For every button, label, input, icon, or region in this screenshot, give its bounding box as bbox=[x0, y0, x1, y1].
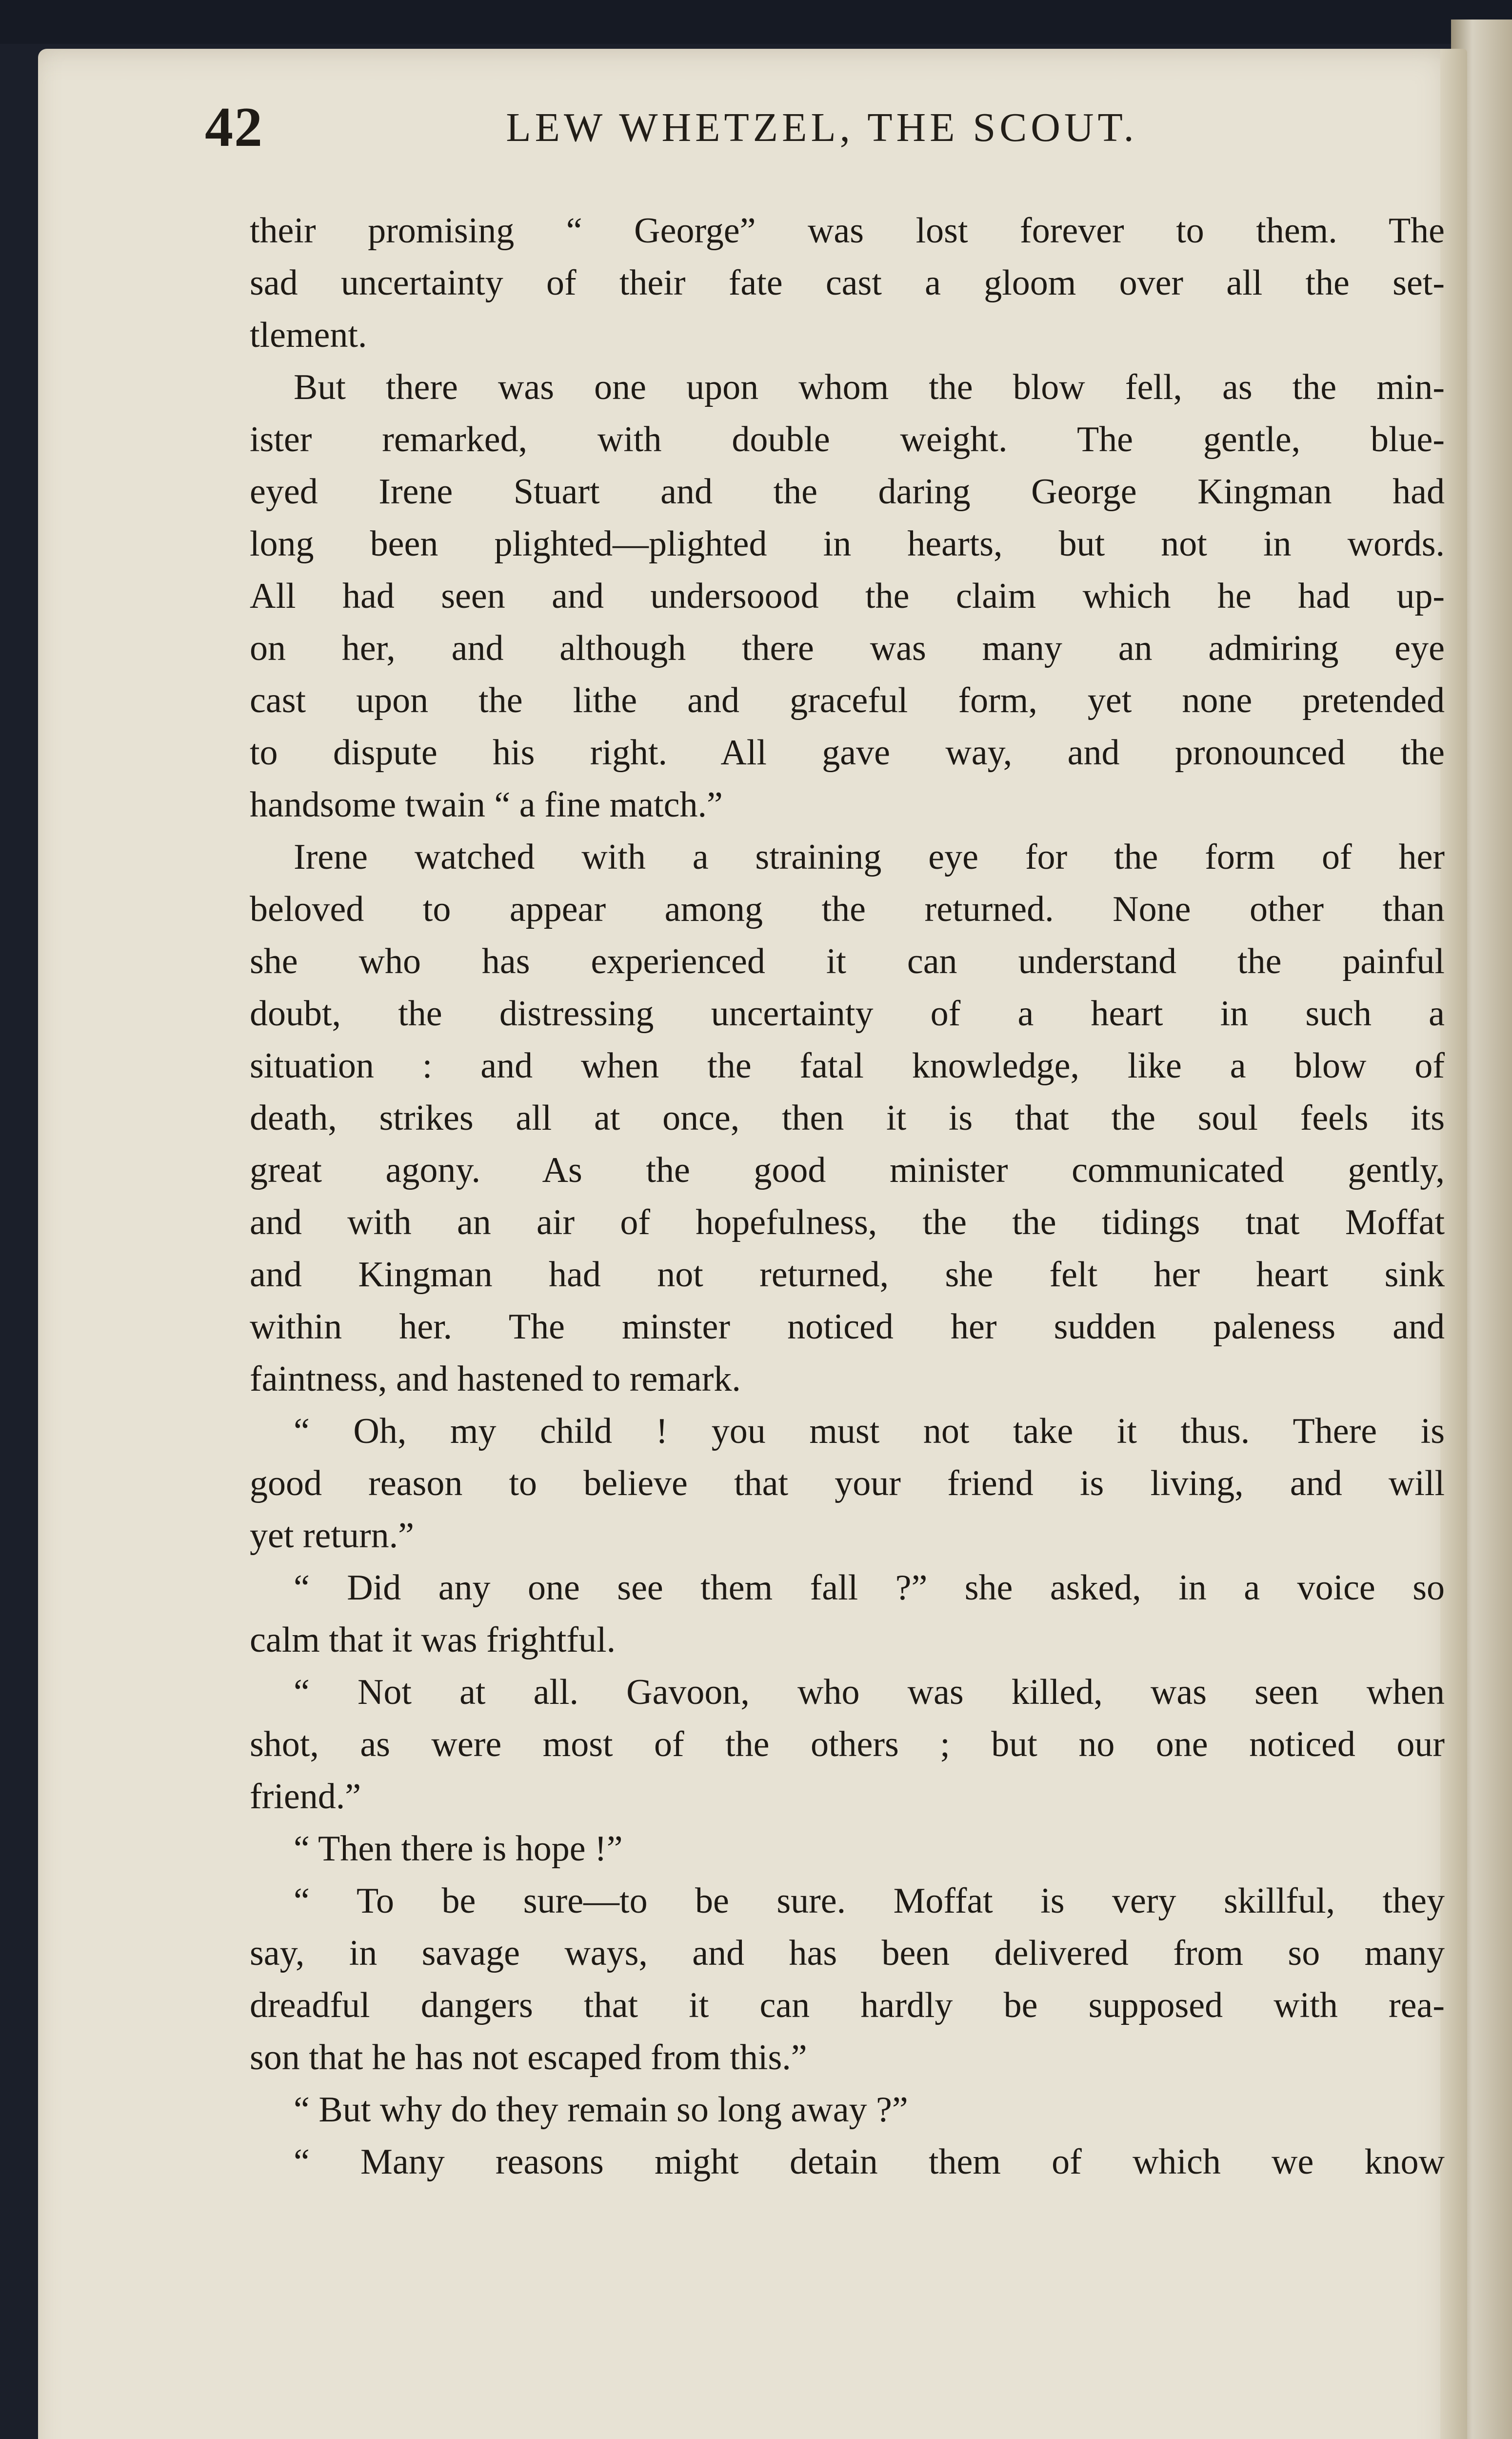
text-line: “ Not at all. Gavoon, who was killed, was seen when bbox=[294, 1672, 1445, 1712]
text-line: All had seen and undersoood the claim which he had up- bbox=[250, 576, 1445, 616]
text-line: “ But why do they remain so long away ?” bbox=[294, 2090, 908, 2130]
text-line: say, in savage ways, and has been delivered from so many bbox=[250, 1933, 1445, 1973]
text-line: “ Then there is hope !” bbox=[294, 1829, 623, 1869]
text-line: within her. The minster noticed her sudden paleness and bbox=[250, 1307, 1445, 1347]
text-line: cast upon the lithe and graceful form, yet none pretended bbox=[250, 680, 1445, 720]
text-line: “ Oh, my child ! you must not take it thus. There is bbox=[294, 1411, 1445, 1451]
text-line: on her, and although there was many an admiring eye bbox=[250, 628, 1445, 668]
text-line: But there was one upon whom the blow fell, as the min- bbox=[294, 367, 1445, 407]
text-line: “ Did any one see them fall ?” she asked, in a voice so bbox=[294, 1568, 1445, 1608]
text-line: Irene watched with a straining eye for the form of her bbox=[294, 837, 1445, 877]
text-line: friend.” bbox=[250, 1777, 361, 1817]
text-line: long been plighted—plighted in hearts, but not in words. bbox=[250, 524, 1445, 564]
page-number: 42 bbox=[205, 96, 263, 159]
text-line: death, strikes all at once, then it is that the soul feels its bbox=[250, 1098, 1445, 1138]
body-text bbox=[250, 205, 1445, 2188]
text-line: yet return.” bbox=[250, 1516, 414, 1556]
text-line: good reason to believe that your friend is living, and will bbox=[250, 1463, 1445, 1503]
text-line: to dispute his right. All gave way, and pronounced the bbox=[250, 733, 1445, 773]
text-line: beloved to appear among the returned. None other than bbox=[250, 889, 1445, 929]
page-header bbox=[205, 95, 1439, 168]
text-line: and Kingman had not returned, she felt her heart sink bbox=[250, 1255, 1445, 1295]
text-line: she who has experienced it can understand the painful bbox=[250, 941, 1445, 981]
text-line: situation : and when the fatal knowledge, like a blow of bbox=[250, 1046, 1445, 1086]
text-line: eyed Irene Stuart and the daring George Kingman had bbox=[250, 472, 1445, 512]
scan-background bbox=[0, 0, 1512, 44]
text-line: faintness, and hastened to remark. bbox=[250, 1359, 741, 1399]
running-title: LEW WHETZEL, THE SCOUT. bbox=[506, 105, 1138, 150]
text-line: ister remarked, with double weight. The gentle, blue- bbox=[250, 420, 1445, 460]
text-line: handsome twain “ a fine match.” bbox=[250, 785, 723, 825]
text-line: “ Many reasons might detain them of which we know bbox=[294, 2142, 1445, 2182]
text-line: doubt, the distressing uncertainty of a heart in such a bbox=[250, 994, 1445, 1034]
text-line: their promising “ George” was lost forever to them. The bbox=[250, 211, 1445, 251]
text-line: “ To be sure—to be sure. Moffat is very skillful, they bbox=[294, 1881, 1445, 1921]
text-line: son that he has not escaped from this.” bbox=[250, 2038, 807, 2078]
text-line: dreadful dangers that it can hardly be supposed with rea- bbox=[250, 1985, 1445, 2025]
text-line: and with an air of hopefulness, the the tidings tnat Moffat bbox=[250, 1202, 1445, 1242]
text-line: sad uncertainty of their fate cast a gloom over all the set- bbox=[250, 263, 1445, 303]
text-line: tlement. bbox=[250, 315, 367, 355]
text-line: great agony. As the good minister communicated gently, bbox=[250, 1150, 1445, 1190]
text-line: shot, as were most of the others ; but no one noticed our bbox=[250, 1724, 1445, 1764]
text-line: calm that it was frightful. bbox=[250, 1620, 616, 1660]
